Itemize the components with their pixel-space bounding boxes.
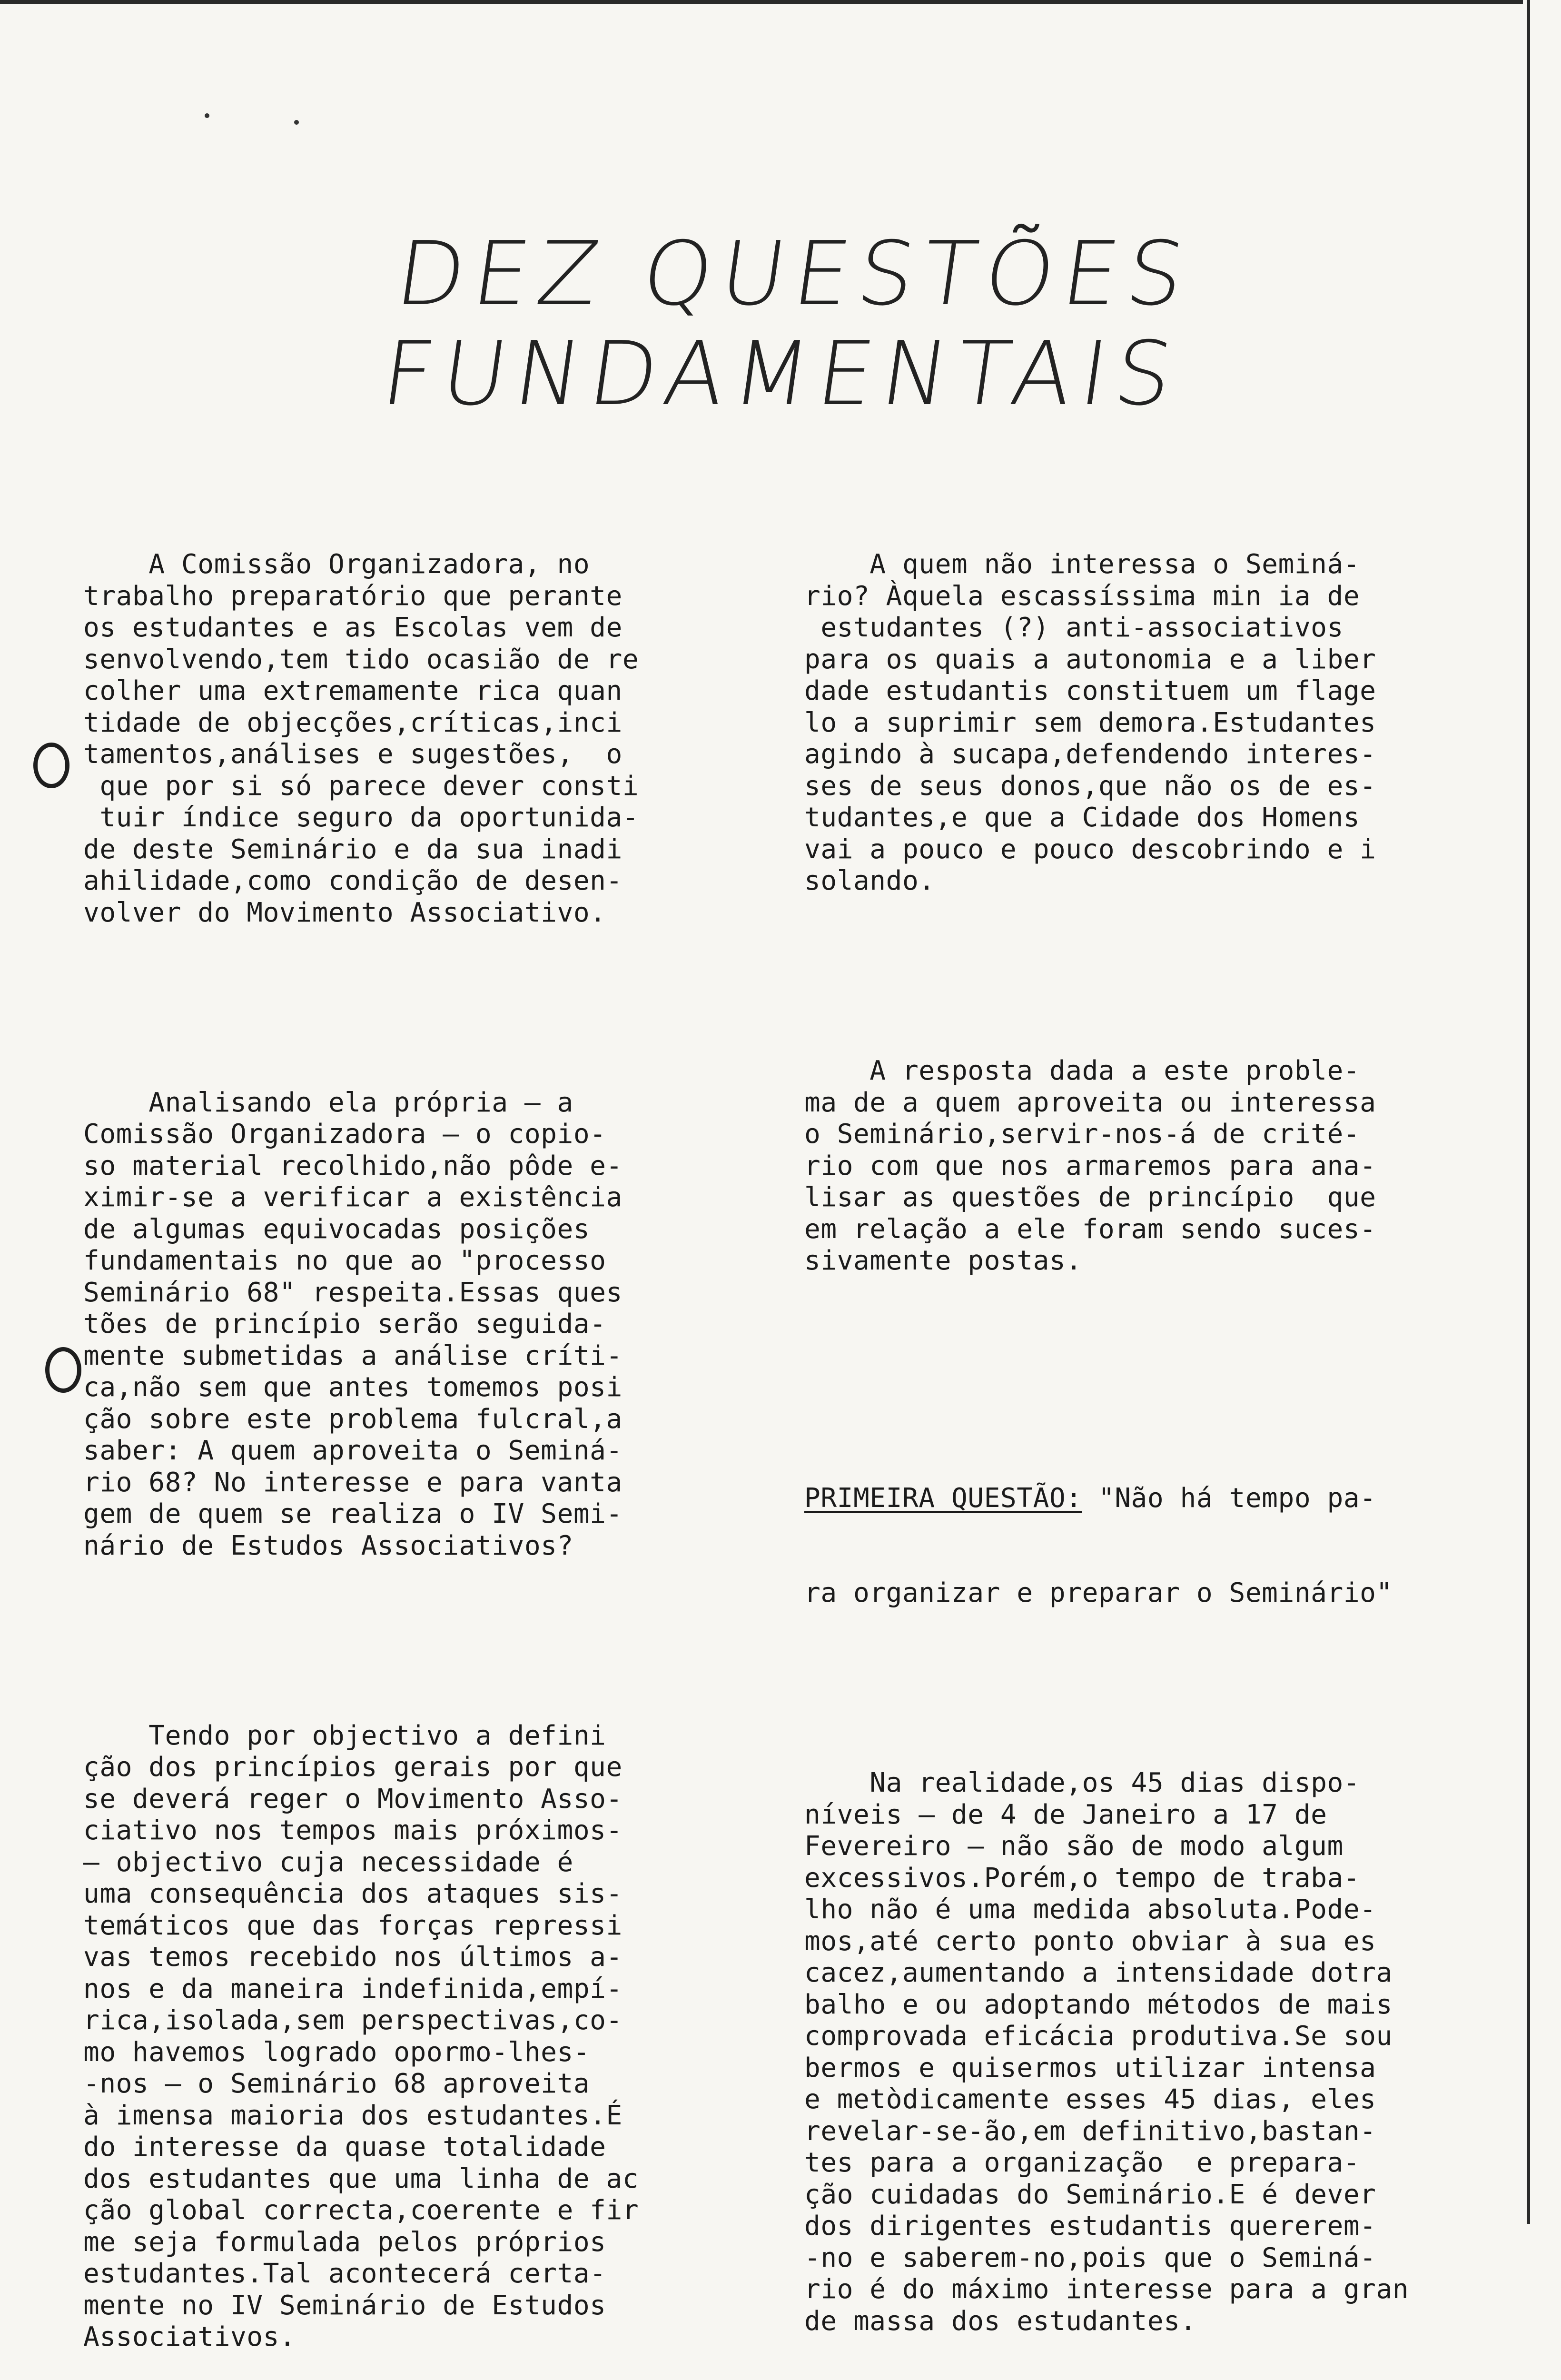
document-title [376, 224, 1213, 424]
text-line: de deste Seminário e da sua inadi [83, 833, 622, 865]
text-line: tudantes,e que a Cidade dos Homens [804, 802, 1360, 833]
left-paragraph-2 [83, 1087, 721, 1562]
text-line: A Comissão Organizadora, no [83, 549, 590, 580]
text-line: agindo à sucapa,defendendo interes- [804, 739, 1376, 770]
text-line: ção dos princípios gerais por que [83, 1752, 622, 1783]
text-line: os estudantes e as Escolas vem de [83, 612, 622, 643]
text-line: rio com que nos armaremos para ana- [804, 1150, 1376, 1181]
text-line: ca,não sem que antes tomemos posi [83, 1372, 622, 1403]
text-line: A resposta dada a este proble- [804, 1055, 1360, 1086]
ink-speck [205, 113, 209, 118]
section-heading-text: "Não há tempo pa- [1082, 1482, 1376, 1514]
text-line: ção global correcta,coerente e fir [83, 2195, 639, 2226]
text-line: estudantes.Tal acontecerá certa- [83, 2258, 606, 2289]
text-line: balho e ou adoptando métodos de mais [804, 1989, 1393, 2020]
text-line: trabalho preparatório que perante [83, 580, 622, 612]
text-line: tamentos,análises e sugestões, o [83, 739, 622, 770]
text-line: A quem não interessa o Seminá- [804, 549, 1360, 580]
right-paragraph-3 [804, 1767, 1442, 2337]
text-line: Fevereiro — não são de modo algum [804, 1831, 1344, 1862]
text-line: mo havemos logrado opormo-lhes- [83, 2036, 590, 2068]
ink-speck [294, 120, 299, 125]
text-line: ma de a quem aproveita ou interessa [804, 1087, 1376, 1118]
text-line: que por si só parece dever consti [83, 770, 639, 802]
text-line: tuir índice seguro da oportunida- [83, 802, 639, 833]
text-line: o Seminário,servir-nos-á de crité- [804, 1119, 1360, 1150]
text-line: vai a pouco e pouco descobrindo e i [804, 833, 1376, 865]
text-line: rio? Àquela escassíssima min ia de [804, 580, 1360, 612]
text-line: fundamentais no que ao "processo [83, 1245, 606, 1276]
text-line: Analisando ela própria — a [83, 1087, 573, 1118]
text-line: saber: A quem aproveita o Seminá- [83, 1435, 622, 1466]
text-line: mos,até certo ponto obviar à sua es [804, 1925, 1376, 1957]
left-paragraph-3 [83, 1720, 721, 2353]
title-line-2: FUNDAMENTAIS [376, 322, 1187, 425]
text-line: rica,isolada,sem perspectivas,co- [83, 2005, 622, 2036]
text-line: rio é do máximo interesse para a gran [804, 2274, 1409, 2305]
text-line: comprovada eficácia produtiva.Se sou [804, 2021, 1393, 2052]
text-line: Na realidade,os 45 dias dispo- [804, 1767, 1360, 1798]
text-line: ção cuidadas do Seminário.E é dever [804, 2179, 1376, 2210]
text-line: ciativo nos tempos mais próximos- [83, 1815, 622, 1846]
text-line: nos e da maneira indefinida,empí- [83, 1973, 622, 2004]
text-line: senvolvendo,tem tido ocasião de re [83, 644, 639, 675]
text-line: -no e saberem-no,pois que o Seminá- [804, 2242, 1376, 2273]
punch-hole [45, 1347, 81, 1393]
text-line: ahilidade,como condição de desen- [83, 865, 622, 896]
text-line: colher uma extremamente rica quan [83, 675, 622, 706]
text-line: nário de Estudos Associativos? [83, 1530, 573, 1561]
text-line: so material recolhido,não pôde e- [83, 1150, 622, 1181]
text-line: dos dirigentes estudantis quererem- [804, 2211, 1376, 2241]
text-line: ção sobre este problema fulcral,a [83, 1403, 622, 1435]
text-line: lisar as questões de princípio que [804, 1182, 1376, 1213]
text-line: solando. [804, 865, 935, 896]
right-paragraph-2 [804, 1055, 1442, 1277]
section-heading-line-2: ra organizar e preparar o Seminário" [804, 1577, 1393, 1608]
text-line: tes para a organização e prepara- [804, 2147, 1360, 2178]
right-paragraph-1 [804, 549, 1442, 897]
text-line: — objectivo cuja necessidade é [83, 1846, 573, 1878]
text-line: tidade de objecções,críticas,inci [83, 707, 622, 738]
section-heading [804, 1483, 1442, 1515]
text-line: volver do Movimento Associativo. [83, 897, 606, 928]
text-line: dade estudantis constituem um flage [804, 675, 1376, 706]
text-line: mente submetidas a análise críti- [83, 1340, 622, 1371]
text-line: rio 68? No interesse e para vanta [83, 1467, 622, 1498]
text-line: para os quais a autonomia e a liber [804, 644, 1376, 675]
text-line: bermos e quisermos utilizar intensa [804, 2052, 1376, 2083]
text-line: níveis — de 4 de Janeiro a 17 de [804, 1799, 1327, 1830]
text-line: de massa dos estudantes. [804, 2305, 1196, 2337]
text-line: mente no IV Seminário de Estudos [83, 2290, 606, 2321]
left-paragraph-1 [83, 549, 721, 929]
text-line: uma consequência dos ataques sis- [83, 1878, 622, 1909]
text-line: se deverá reger o Movimento Asso- [83, 1783, 622, 1815]
text-line: em relação a ele foram sendo suces- [804, 1213, 1376, 1245]
text-line: me seja formulada pelos próprios [83, 2226, 606, 2258]
text-line: ses de seus donos,que não os de es- [804, 770, 1376, 802]
text-line: ximir-se a verificar a existência [83, 1182, 622, 1213]
text-line: do interesse da quase totalidade [83, 2132, 606, 2162]
text-line: vas temos recebido nos últimos a- [83, 1942, 622, 1973]
text-line: e metòdicamente esses 45 dias, eles [804, 2084, 1376, 2115]
punch-hole [33, 743, 69, 788]
text-line: cacez,aumentando a intensidade dotra [804, 1957, 1393, 1988]
text-line: Tendo por objectivo a defini [83, 1720, 606, 1751]
title-line-1: DEZ QUESTÕES [390, 222, 1199, 325]
text-line: revelar-se-ão,em definitivo,bastan- [804, 2115, 1376, 2147]
text-line: Comissão Organizadora — o copio- [83, 1119, 606, 1150]
text-line: lho não é uma medida absoluta.Pode- [804, 1894, 1376, 1925]
text-line: à imensa maioria dos estudantes.É [83, 2100, 622, 2131]
text-line: Seminário 68" respeita.Essas ques [83, 1277, 622, 1308]
text-line: de algumas equivocadas posições [83, 1213, 590, 1245]
right-edge-rule [1527, 0, 1530, 2224]
text-line: estudantes (?) anti-associativos [804, 612, 1344, 643]
text-line: gem de quem se realiza o IV Semi- [83, 1498, 622, 1529]
left-column [83, 486, 721, 2380]
text-line: dos estudantes que uma linha de ac [83, 2163, 639, 2194]
section-heading-label: PRIMEIRA QUESTÃO: [804, 1482, 1082, 1514]
text-line: -nos — o Seminário 68 aproveita [83, 2068, 590, 2099]
text-line: lo a suprimir sem demora.Estudantes [804, 707, 1376, 738]
text-line: sivamente postas. [804, 1245, 1082, 1276]
right-column [804, 486, 1442, 2380]
text-line: tões de princípio serão seguida- [83, 1309, 606, 1339]
text-line: Associativos. [83, 2321, 296, 2352]
text-line: temáticos que das forças repressi [83, 1910, 622, 1941]
top-edge-rule [0, 0, 1523, 4]
text-line: excessivos.Porém,o tempo de traba- [804, 1862, 1360, 1894]
